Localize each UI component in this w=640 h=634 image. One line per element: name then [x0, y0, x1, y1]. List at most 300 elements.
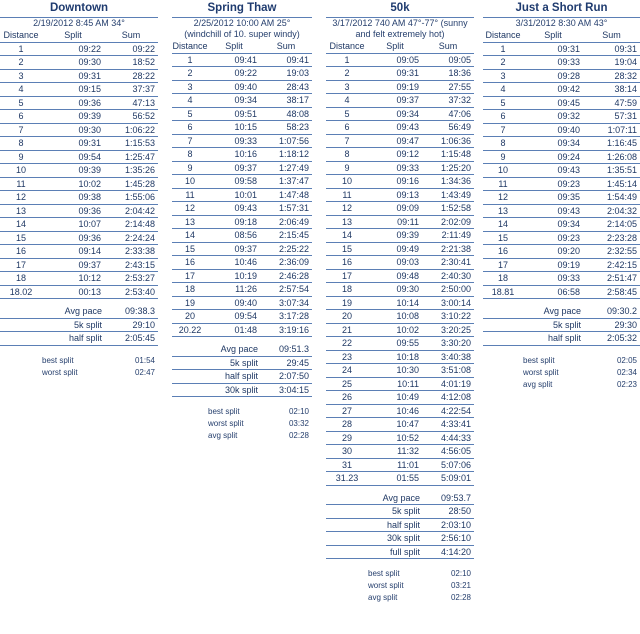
best-worst-label: avg split [523, 379, 553, 389]
split-cell: 09:14 [42, 245, 104, 259]
split-cell: 09:23 [523, 231, 583, 245]
sum-cell: 1:27:49 [260, 161, 312, 175]
sum-cell: 37:32 [422, 94, 474, 108]
distance-cell: 6 [483, 110, 523, 124]
table-row [0, 204, 158, 218]
table-row [0, 83, 158, 97]
split-cell: 09:37 [42, 258, 104, 272]
split-cell: 09:34 [523, 218, 583, 232]
table-row [0, 137, 158, 151]
summary-row [483, 318, 640, 332]
table-row [326, 215, 474, 229]
sum-cell: 2:24:24 [104, 231, 158, 245]
table-row [326, 431, 474, 445]
distance-cell: 13 [0, 204, 42, 218]
table-row [0, 177, 158, 191]
table-row [0, 42, 158, 56]
table-row [172, 67, 312, 81]
distance-cell: 18.81 [483, 285, 523, 299]
race-subtitle-line: 2/19/2012 8:45 AM 34° [33, 18, 125, 28]
table-row [326, 53, 474, 67]
split-cell: 10:12 [42, 272, 104, 286]
summary-row [326, 518, 474, 532]
sum-cell: 28:22 [104, 69, 158, 83]
summary-value: 28:50 [422, 505, 474, 519]
sum-cell: 27:55 [422, 80, 474, 94]
race-subtitle-line: (windchill of 10. super windy) [184, 29, 300, 39]
best-worst-value: 02:10 [288, 407, 309, 416]
split-cell: 09:39 [42, 164, 104, 178]
table-row [483, 258, 640, 272]
best-worst-blank [326, 580, 368, 592]
sum-cell: 2:53:40 [104, 285, 158, 299]
distance-cell: 21 [326, 323, 368, 337]
table-row [172, 296, 312, 310]
sum-cell: 3:30:20 [422, 337, 474, 351]
distance-cell: 8 [0, 137, 42, 151]
best-worst-value: 02:23 [616, 379, 637, 389]
split-cell: 09:12 [368, 148, 422, 162]
split-cell: 10:11 [368, 377, 422, 391]
sum-cell: 4:44:33 [422, 431, 474, 445]
sum-cell: 19:03 [260, 67, 312, 81]
split-header: Split [42, 29, 104, 42]
split-cell: 10:16 [208, 148, 260, 162]
distance-cell: 11 [483, 177, 523, 191]
table-row [326, 404, 474, 418]
summary-blank [326, 505, 368, 519]
summary-blank [326, 532, 368, 546]
distance-cell: 18 [0, 272, 42, 286]
summary-blank [172, 343, 208, 356]
split-cell: 09:36 [42, 204, 104, 218]
split-cell: 10:08 [368, 310, 422, 324]
distance-cell: 10 [172, 175, 208, 189]
summary-label: 5k split [208, 356, 260, 370]
distance-cell: 4 [0, 83, 42, 97]
distance-cell: 14 [0, 218, 42, 232]
split-cell: 09:34 [523, 137, 583, 151]
split-cell: 11:01 [368, 458, 422, 472]
summary-label: 30k split [368, 532, 422, 546]
summary-blank [326, 518, 368, 532]
table-row [0, 231, 158, 245]
sum-cell: 5:07:06 [422, 458, 474, 472]
sum-header: Sum [260, 40, 312, 53]
distance-cell: 13 [326, 215, 368, 229]
best-worst-table [0, 355, 158, 379]
table-row [326, 310, 474, 324]
distance-cell: 6 [0, 110, 42, 124]
distance-cell: 25 [326, 377, 368, 391]
distance-cell: 20 [172, 310, 208, 324]
split-cell: 09:28 [523, 69, 583, 83]
sum-cell: 1:06:36 [422, 134, 474, 148]
sum-cell: 1:43:49 [422, 188, 474, 202]
split-header: Split [208, 40, 260, 53]
table-row [0, 96, 158, 110]
sum-cell: 1:45:14 [583, 177, 640, 191]
table-row [172, 175, 312, 189]
table-row [172, 53, 312, 67]
race-column-3 [483, 0, 640, 391]
sum-cell: 2:51:47 [583, 272, 640, 286]
table-row [326, 229, 474, 243]
table-row [483, 164, 640, 178]
table-row [0, 218, 158, 232]
summary-row [172, 383, 312, 397]
distance-cell: 1 [326, 53, 368, 67]
table-row [0, 150, 158, 164]
table-row [483, 110, 640, 124]
table-row [326, 107, 474, 121]
summary-blank [483, 332, 523, 346]
sum-cell: 1:57:31 [260, 202, 312, 216]
distance-header: Distance [326, 40, 368, 53]
summary-value: 29:45 [260, 356, 312, 370]
sum-cell: 2:32:55 [583, 245, 640, 259]
split-cell: 10:18 [368, 350, 422, 364]
distance-cell: 7 [326, 134, 368, 148]
distance-cell: 13 [483, 204, 523, 218]
summary-label: 5k split [42, 318, 104, 332]
sum-cell: 3:20:25 [422, 323, 474, 337]
table-row [172, 323, 312, 337]
summary-row [326, 492, 474, 505]
sum-cell: 1:07:56 [260, 134, 312, 148]
sum-cell: 4:33:41 [422, 418, 474, 432]
summary-value: 2:56:10 [422, 532, 474, 546]
sum-cell: 1:34:36 [422, 175, 474, 189]
distance-cell: 20.22 [172, 323, 208, 337]
summary-row [172, 370, 312, 384]
sum-cell: 1:06:22 [104, 123, 158, 137]
split-cell: 09:30 [42, 56, 104, 70]
table-row [0, 245, 158, 259]
summary-value: 2:05:32 [583, 332, 640, 346]
split-cell: 09:13 [368, 188, 422, 202]
table-row [326, 323, 474, 337]
sum-cell: 47:13 [104, 96, 158, 110]
best-worst-label: avg split [208, 431, 238, 440]
best-worst-blank [172, 418, 208, 430]
distance-cell: 11 [172, 188, 208, 202]
split-cell: 10:19 [208, 269, 260, 283]
split-cell: 09:40 [208, 80, 260, 94]
distance-header: Distance [172, 41, 208, 51]
table-row [326, 94, 474, 108]
table-row [172, 161, 312, 175]
table-row [0, 69, 158, 83]
summary-row [0, 318, 158, 332]
splits-table [483, 29, 640, 299]
distance-cell: 1 [483, 42, 523, 56]
sum-cell: 47:59 [583, 96, 640, 110]
sum-cell: 1:26:08 [583, 150, 640, 164]
sum-cell: 47:06 [422, 107, 474, 121]
best-worst-blank [483, 379, 523, 391]
summary-row [0, 332, 158, 346]
distance-cell: 6 [172, 121, 208, 135]
split-cell: 10:46 [208, 256, 260, 270]
split-cell: 10:46 [368, 404, 422, 418]
header-row [483, 29, 640, 42]
split-cell: 09:47 [368, 134, 422, 148]
sum-cell: 2:53:27 [104, 272, 158, 286]
race-title: 50k [390, 2, 410, 14]
summary-blank [172, 356, 208, 370]
sum-cell: 28:43 [260, 80, 312, 94]
distance-cell: 3 [326, 80, 368, 94]
split-cell: 09:33 [368, 161, 422, 175]
split-cell: 09:49 [368, 242, 422, 256]
split-cell: 00:13 [42, 285, 104, 299]
best-worst-row [326, 580, 474, 592]
table-row [483, 245, 640, 259]
best-worst-table [326, 568, 474, 604]
best-worst-label: best split [368, 569, 400, 578]
distance-cell: 27 [326, 404, 368, 418]
best-worst-label: worst split [208, 419, 244, 428]
sum-cell: 2:23:28 [583, 231, 640, 245]
distance-cell: 31 [326, 458, 368, 472]
sum-cell: 1:18:12 [260, 148, 312, 162]
distance-cell: 22 [326, 337, 368, 351]
sum-cell: 1:35:26 [104, 164, 158, 178]
summary-value: 2:05:45 [104, 332, 158, 346]
race-subtitle [326, 17, 474, 40]
best-worst-blank [0, 367, 42, 379]
split-cell: 01:48 [208, 323, 260, 337]
sum-cell: 2:50:00 [422, 283, 474, 297]
split-cell: 09:34 [208, 94, 260, 108]
sum-cell: 2:04:32 [583, 204, 640, 218]
sum-header: Sum [583, 29, 640, 42]
split-cell: 09:15 [42, 83, 104, 97]
distance-cell: 9 [326, 161, 368, 175]
best-worst-blank [483, 355, 523, 367]
summary-label: Avg pace [208, 343, 260, 356]
summary-label: half split [523, 332, 583, 346]
distance-cell: 10 [326, 175, 368, 189]
sum-cell: 5:09:01 [422, 472, 474, 486]
summary-label: Avg pace [42, 305, 104, 318]
distance-cell: 9 [172, 161, 208, 175]
distance-cell: 18 [172, 283, 208, 297]
split-cell: 09:16 [368, 175, 422, 189]
split-cell: 09:33 [523, 56, 583, 70]
distance-cell: 15 [483, 231, 523, 245]
split-cell: 10:02 [42, 177, 104, 191]
best-worst-label: worst split [523, 367, 559, 377]
table-row [172, 94, 312, 108]
distance-cell: 17 [0, 258, 42, 272]
summary-row [483, 332, 640, 346]
sum-cell: 2:33:38 [104, 245, 158, 259]
sum-cell: 2:46:28 [260, 269, 312, 283]
split-cell: 09:20 [523, 245, 583, 259]
distance-cell: 4 [172, 94, 208, 108]
distance-header: Distance [0, 29, 42, 42]
summary-value: 4:14:20 [422, 545, 474, 559]
summary-value: 09:38.3 [104, 305, 158, 318]
sum-cell: 2:57:54 [260, 283, 312, 297]
distance-cell: 4 [483, 83, 523, 97]
distance-cell: 12 [172, 202, 208, 216]
table-row [172, 310, 312, 324]
split-cell: 09:43 [208, 202, 260, 216]
distance-cell: 15 [0, 231, 42, 245]
table-row [326, 121, 474, 135]
table-row [0, 110, 158, 124]
split-cell: 09:41 [208, 53, 260, 67]
sum-header: Sum [422, 40, 474, 53]
table-row [326, 350, 474, 364]
distance-cell: 20 [326, 310, 368, 324]
distance-cell: 9 [483, 150, 523, 164]
sum-cell: 2:21:38 [422, 242, 474, 256]
sum-cell: 3:17:28 [260, 310, 312, 324]
table-row [326, 242, 474, 256]
summary-value: 29:10 [104, 318, 158, 332]
sum-cell: 58:23 [260, 121, 312, 135]
table-row [483, 272, 640, 286]
split-cell: 09:38 [42, 191, 104, 205]
split-cell: 09:43 [523, 204, 583, 218]
sum-cell: 4:56:05 [422, 445, 474, 459]
best-worst-label: worst split [42, 367, 78, 377]
summary-table [483, 305, 640, 346]
sum-cell: 3:07:34 [260, 296, 312, 310]
summary-label: 5k split [523, 318, 583, 332]
distance-cell: 5 [172, 107, 208, 121]
best-worst-label: avg split [368, 593, 398, 602]
split-cell: 09:54 [208, 310, 260, 324]
sum-cell: 37:37 [104, 83, 158, 97]
split-cell: 09:22 [208, 67, 260, 81]
best-worst-row [172, 430, 312, 442]
table-row [483, 123, 640, 137]
sum-cell: 2:58:45 [583, 285, 640, 299]
split-cell: 10:49 [368, 391, 422, 405]
sum-cell: 2:42:15 [583, 258, 640, 272]
race-column-2 [326, 0, 474, 604]
header-row [172, 40, 312, 53]
table-row [172, 188, 312, 202]
split-cell: 09:05 [368, 53, 422, 67]
summary-label: full split [368, 545, 422, 559]
split-cell: 09:51 [208, 107, 260, 121]
table-row [172, 148, 312, 162]
best-worst-table [172, 406, 312, 442]
table-row [326, 148, 474, 162]
table-row [0, 123, 158, 137]
best-worst-blank [0, 355, 42, 367]
sum-cell: 1:15:53 [104, 137, 158, 151]
split-cell: 11:32 [368, 445, 422, 459]
table-row [483, 96, 640, 110]
table-row [483, 177, 640, 191]
best-worst-row [0, 367, 158, 379]
sum-cell: 2:25:22 [260, 242, 312, 256]
split-cell: 08:56 [208, 229, 260, 243]
split-header: Split [368, 40, 422, 53]
sum-cell: 3:40:38 [422, 350, 474, 364]
table-row [483, 285, 640, 299]
sum-cell: 38:14 [583, 83, 640, 97]
distance-cell: 16 [172, 256, 208, 270]
split-cell: 01:55 [368, 472, 422, 486]
summary-label: half split [368, 518, 422, 532]
split-cell: 10:15 [208, 121, 260, 135]
table-row [172, 256, 312, 270]
distance-cell: 2 [172, 67, 208, 81]
table-row [326, 175, 474, 189]
summary-blank [0, 318, 42, 332]
table-row [326, 134, 474, 148]
distance-cell: 11 [0, 177, 42, 191]
splits-table [172, 40, 312, 337]
split-cell: 06:58 [523, 285, 583, 299]
best-worst-blank [326, 568, 368, 580]
header-row [0, 29, 158, 42]
split-cell: 11:26 [208, 283, 260, 297]
split-cell: 09:48 [368, 269, 422, 283]
table-row [172, 134, 312, 148]
splits-table [0, 29, 158, 299]
table-row [483, 218, 640, 232]
sum-cell: 2:06:49 [260, 215, 312, 229]
distance-cell: 5 [0, 96, 42, 110]
best-worst-blank [172, 406, 208, 418]
table-row [326, 80, 474, 94]
summary-value: 29:30 [583, 318, 640, 332]
distance-cell: 4 [326, 94, 368, 108]
table-row [326, 188, 474, 202]
distance-cell: 5 [483, 96, 523, 110]
table-row [326, 391, 474, 405]
sum-cell: 56:49 [422, 121, 474, 135]
sum-cell: 2:43:15 [104, 258, 158, 272]
table-row [0, 164, 158, 178]
summary-blank [483, 305, 523, 318]
summary-blank [172, 370, 208, 384]
split-cell: 10:01 [208, 188, 260, 202]
sum-cell: 09:05 [422, 53, 474, 67]
summary-row [172, 356, 312, 370]
split-cell: 09:31 [523, 42, 583, 56]
sum-cell: 4:01:19 [422, 377, 474, 391]
table-row [326, 256, 474, 270]
distance-cell: 2 [483, 56, 523, 70]
split-cell: 10:14 [368, 296, 422, 310]
distance-cell: 12 [483, 191, 523, 205]
summary-label: half split [42, 332, 104, 346]
best-worst-value: 02:28 [288, 431, 309, 440]
distance-cell: 18 [483, 272, 523, 286]
best-worst-row [483, 379, 640, 391]
distance-cell: 23 [326, 350, 368, 364]
summary-row [0, 305, 158, 318]
sum-cell: 1:07:11 [583, 123, 640, 137]
distance-cell: 7 [172, 134, 208, 148]
split-cell: 09:03 [368, 256, 422, 270]
sum-cell: 3:00:14 [422, 296, 474, 310]
distance-cell: 8 [326, 148, 368, 162]
sum-cell: 2:15:45 [260, 229, 312, 243]
distance-cell: 3 [0, 69, 42, 83]
sum-cell: 56:52 [104, 110, 158, 124]
